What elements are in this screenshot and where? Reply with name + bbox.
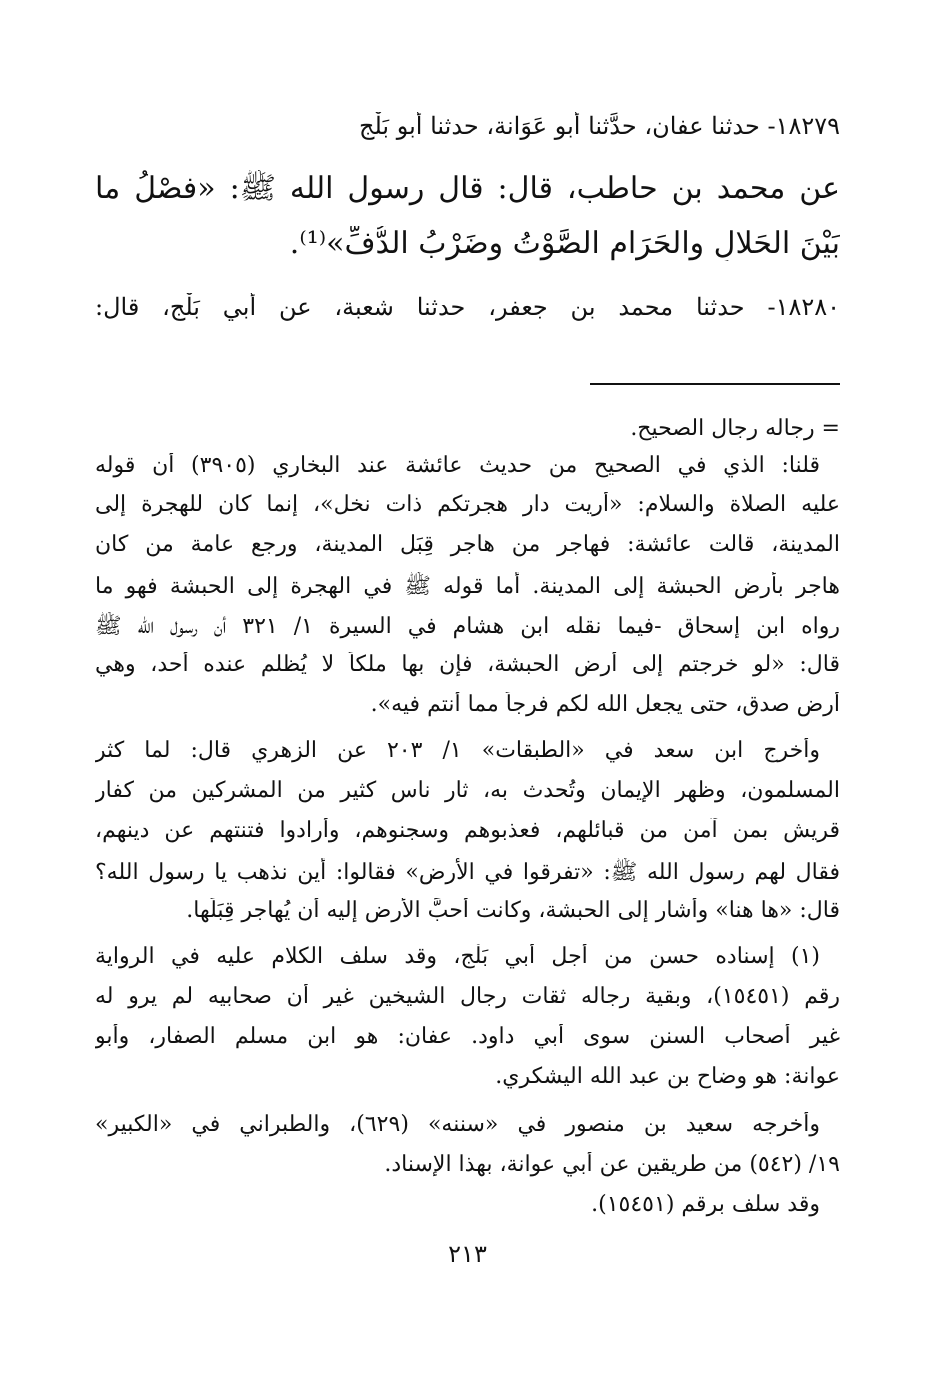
footnote-line: قريش بمن آمن من قبائلهم، فعذبوهم وسجنوهم، وأرادوا فتنتهم عن دينهم، bbox=[95, 818, 840, 843]
footnote-line: قلنا: الذي في الصحيح من حديث عائشة عند البخاري (٣٩٠٥) أن قوله bbox=[95, 453, 820, 478]
footnote-1-line: رقم (١٥٤٥١)، وبقية رجاله ثقات رجال الشيخين غير أن صحابيه لم يرو له bbox=[95, 984, 840, 1009]
hadith-18279-line-3: بَيْنَ الحَلالِ والحَرَامِ الصَّوْتُ وضَرْبُ الدُّفِّ»⁽¹⁾. bbox=[289, 226, 840, 261]
footnote-line: فقال لهم رسول الله ﷺ: «تفرقوا في الأرض» فقالوا: أين نذهب يا رسول الله؟ bbox=[95, 860, 840, 885]
footnote-separator bbox=[590, 383, 840, 385]
footnote-line: قال: «ها هنا» وأشار إلى الحبشة، وكانت أحبَّ الأرض إليه أن يُهاجر قِبَلَها. bbox=[186, 898, 840, 923]
footnote-line: قال: «لو خرجتم إلى أرض الحبشة، فإن بها ملكاً لا يُظلم عنده أحد، وهي bbox=[95, 652, 840, 677]
footnote-1-line: عوانة: هو وضاح بن عبد الله اليشكري. bbox=[495, 1064, 840, 1089]
footnote-line: أرض صدق، حتى يجعل الله لكم فرجاً مما أنتم فيه». bbox=[370, 692, 840, 717]
footnote-1-line: غير أصحاب السنن سوى أبي داود. عفان: هو ابن مسلم الصفار، وأبو bbox=[95, 1024, 840, 1049]
footnote-line: هاجر بأرض الحبشة إلى المدينة. أما قوله ﷺ في الهجرة إلى الحبشة فهو ما bbox=[95, 574, 840, 599]
footnote-line: رواه ابن إسحاق -فيما نقله ابن هشام في السيرة ١/ ٣٢١ أن رسول الله ﷺ bbox=[95, 614, 840, 639]
footnote-line: وأخرج ابن سعد في «الطبقات» ١/ ٢٠٣ عن الزهري قال: لما كثر bbox=[95, 738, 820, 763]
footnote-line: = رجاله رجال الصحيح. bbox=[630, 416, 840, 441]
footnote-line: المسلمون، وظهر الإيمان وتُحدث به، ثار ناس كثير من المشركين من كفار bbox=[95, 778, 840, 803]
page-number: ٢١٣ bbox=[448, 1240, 487, 1268]
footnote-1-line: وأخرجه سعيد بن منصور في «سننه» (٦٢٩)، والطبراني في «الكبير» bbox=[95, 1112, 820, 1137]
footnote-1-line: وقد سلف برقم (١٥٤٥١). bbox=[591, 1192, 820, 1217]
footnote-line: عليه الصلاة والسلام: «أريت دار هجرتكم ذات نخل»، إنما كان للهجرة إلى bbox=[95, 492, 840, 517]
hadith-18279-line-2: عن محمد بن حاطب، قال: قال رسول الله ﷺ: «فصْلُ ما bbox=[95, 171, 840, 206]
hadith-18280-line-1: ١٨٢٨٠- حدثنا محمد بن جعفر، حدثنا شعبة، عن أبي بَلْج، قال: bbox=[95, 293, 840, 321]
footnote-1-line: ١٩/ (٥٤٢) من طريقين عن أبي عوانة، بهذا الإسناد. bbox=[384, 1152, 840, 1177]
hadith-18279-line-1: ١٨٢٧٩- حدثنا عفان، حدَّثنا أبو عَوَانة، حدثنا أبو بَلْج bbox=[358, 112, 840, 140]
footnote-1-line: (١) إسناده حسن من أجل أبي بَلْج، وقد سلف الكلام عليه في الرواية bbox=[95, 944, 820, 969]
footnote-line: المدينة، قالت عائشة: فهاجر من هاجر قِبَل المدينة، ورجع عامة من كان bbox=[95, 532, 840, 557]
